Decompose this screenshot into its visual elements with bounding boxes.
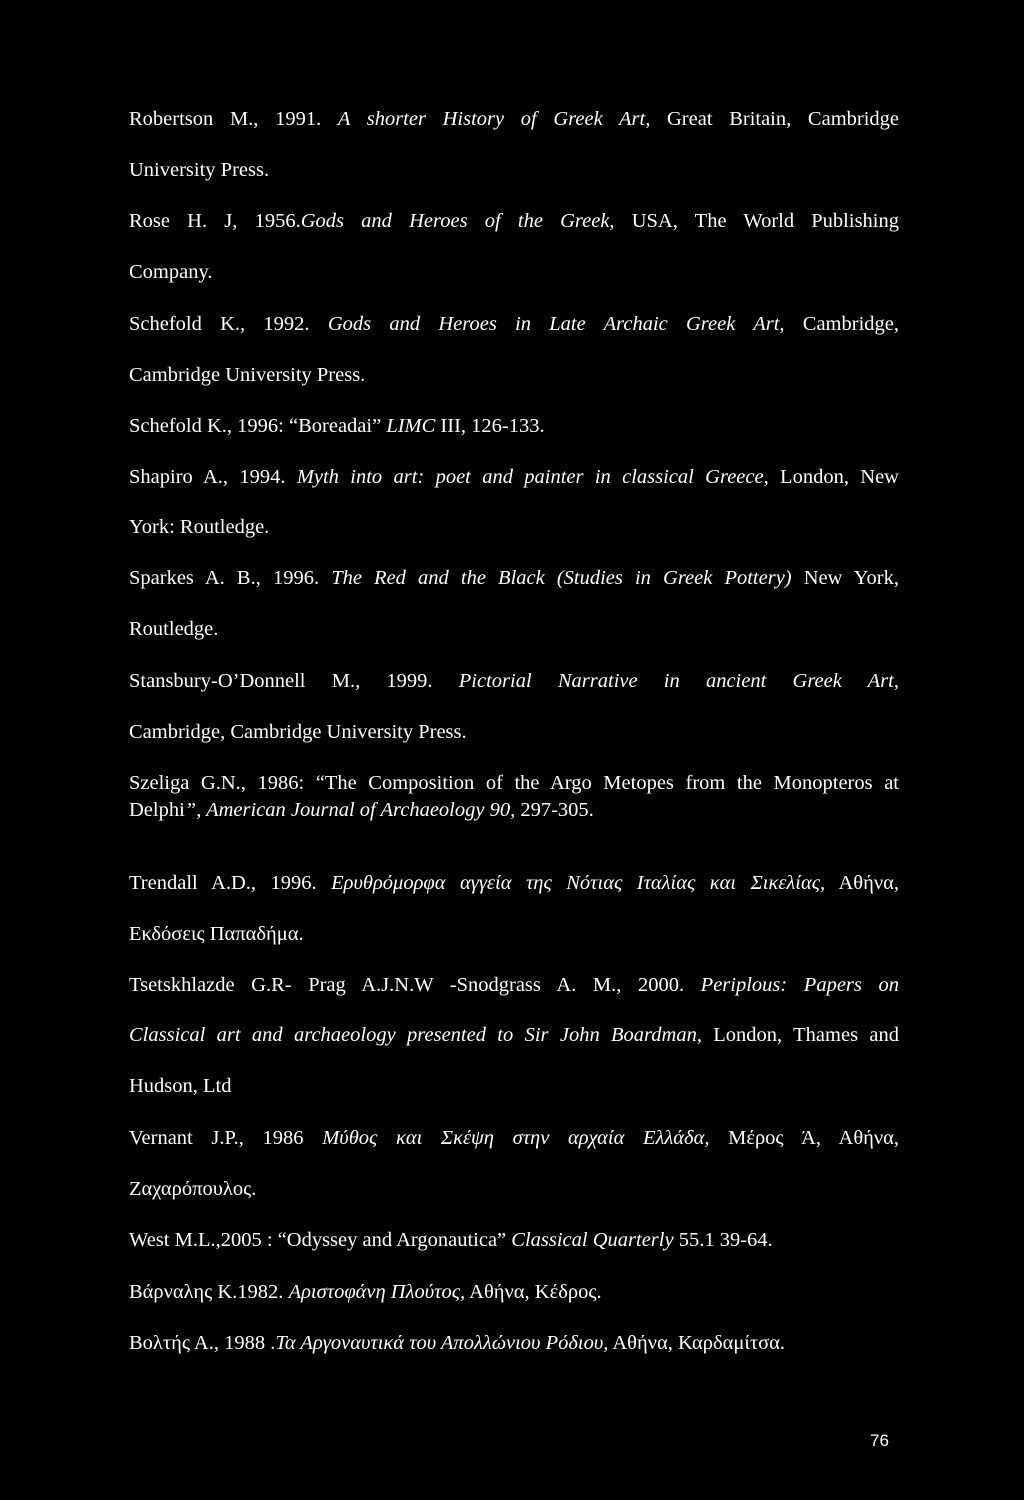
reference-vernant-line1: Vernant J.P., 1986 Μύθος και Σκέψη στην αρχαία Ελλάδα, Μέρος Ά, Αθήνα, [129, 1127, 900, 1149]
reference-voltis: Βολτής Α., 1988 .Τα Αργοναυτικά του Απολλώνιου Ρόδιου, Αθήνα, Καρδαμίτσα. [129, 1332, 786, 1354]
reference-schefold-1992-line2: Cambridge University Press. [129, 364, 366, 386]
reference-shapiro-line2: York: Routledge. [129, 516, 270, 538]
reference-tsetskhlazde-line2: Classical art and archaeology presented to Sir John Boardman, London, Thames and [129, 1024, 899, 1046]
reference-schefold-1996: Schefold K., 1996: “Boreadai” LIMC III, 126-133. [129, 415, 545, 437]
reference-varnalis: Βάρναλης Κ.1982. Αριστοφάνη Πλούτος, Αθήνα, Κέδρος. [129, 1281, 602, 1303]
reference-shapiro-line1: Shapiro A., 1994. Myth into art: poet and painter in classical Greece, London, New [129, 466, 899, 488]
reference-szeliga-line1: Szeliga G.N., 1986: “The Composition of the Argo Metopes from the Monopteros at [129, 772, 899, 794]
reference-rose-line2: Company. [129, 261, 213, 283]
reference-rose-line1: Rose H. J, 1956.Gods and Heroes of the Greek, USA, The World Publishing [129, 210, 899, 232]
reference-west: West M.L.,2005 : “Odyssey and Argonautica” Classical Quarterly 55.1 39-64. [129, 1229, 773, 1251]
reference-stansbury-line2: Cambridge, Cambridge University Press. [129, 721, 467, 743]
reference-tsetskhlazde-line1: Tsetskhlazde G.R- Prag A.J.N.W -Snodgrass A. M., 2000. Periplous: Papers on [129, 974, 899, 996]
reference-vernant-line2: Ζαχαρόπουλος. [129, 1178, 257, 1200]
reference-schefold-1992-line1: Schefold K., 1992. Gods and Heroes in Late Archaic Greek Art, Cambridge, [129, 313, 900, 335]
reference-sparkes-line2: Routledge. [129, 618, 219, 640]
reference-trendall-line2: Εκδόσεις Παπαδήμα. [129, 923, 304, 945]
reference-trendall-line1: Trendall A.D., 1996. Ερυθρόμορφα αγγεία της Νότιας Ιταλίας και Σικελίας, Αθήνα, [129, 872, 899, 894]
page-number: 76 [870, 1431, 889, 1450]
reference-szeliga-line2: Delphi”, American Journal of Archaeology 90, 297-305. [129, 799, 594, 821]
reference-sparkes-line1: Sparkes A. B., 1996. The Red and the Black (Studies in Greek Pottery) New York, [129, 567, 899, 589]
reference-tsetskhlazde-line3: Hudson, Ltd [129, 1075, 232, 1097]
reference-stansbury-line1: Stansbury-O’Donnell M., 1999. Pictorial Narrative in ancient Greek Art, [129, 670, 900, 692]
reference-robertson-line1: Robertson M., 1991. A shorter History of Greek Art, Great Britain, Cambridge [129, 108, 900, 130]
reference-robertson-line2: University Press. [129, 159, 270, 181]
